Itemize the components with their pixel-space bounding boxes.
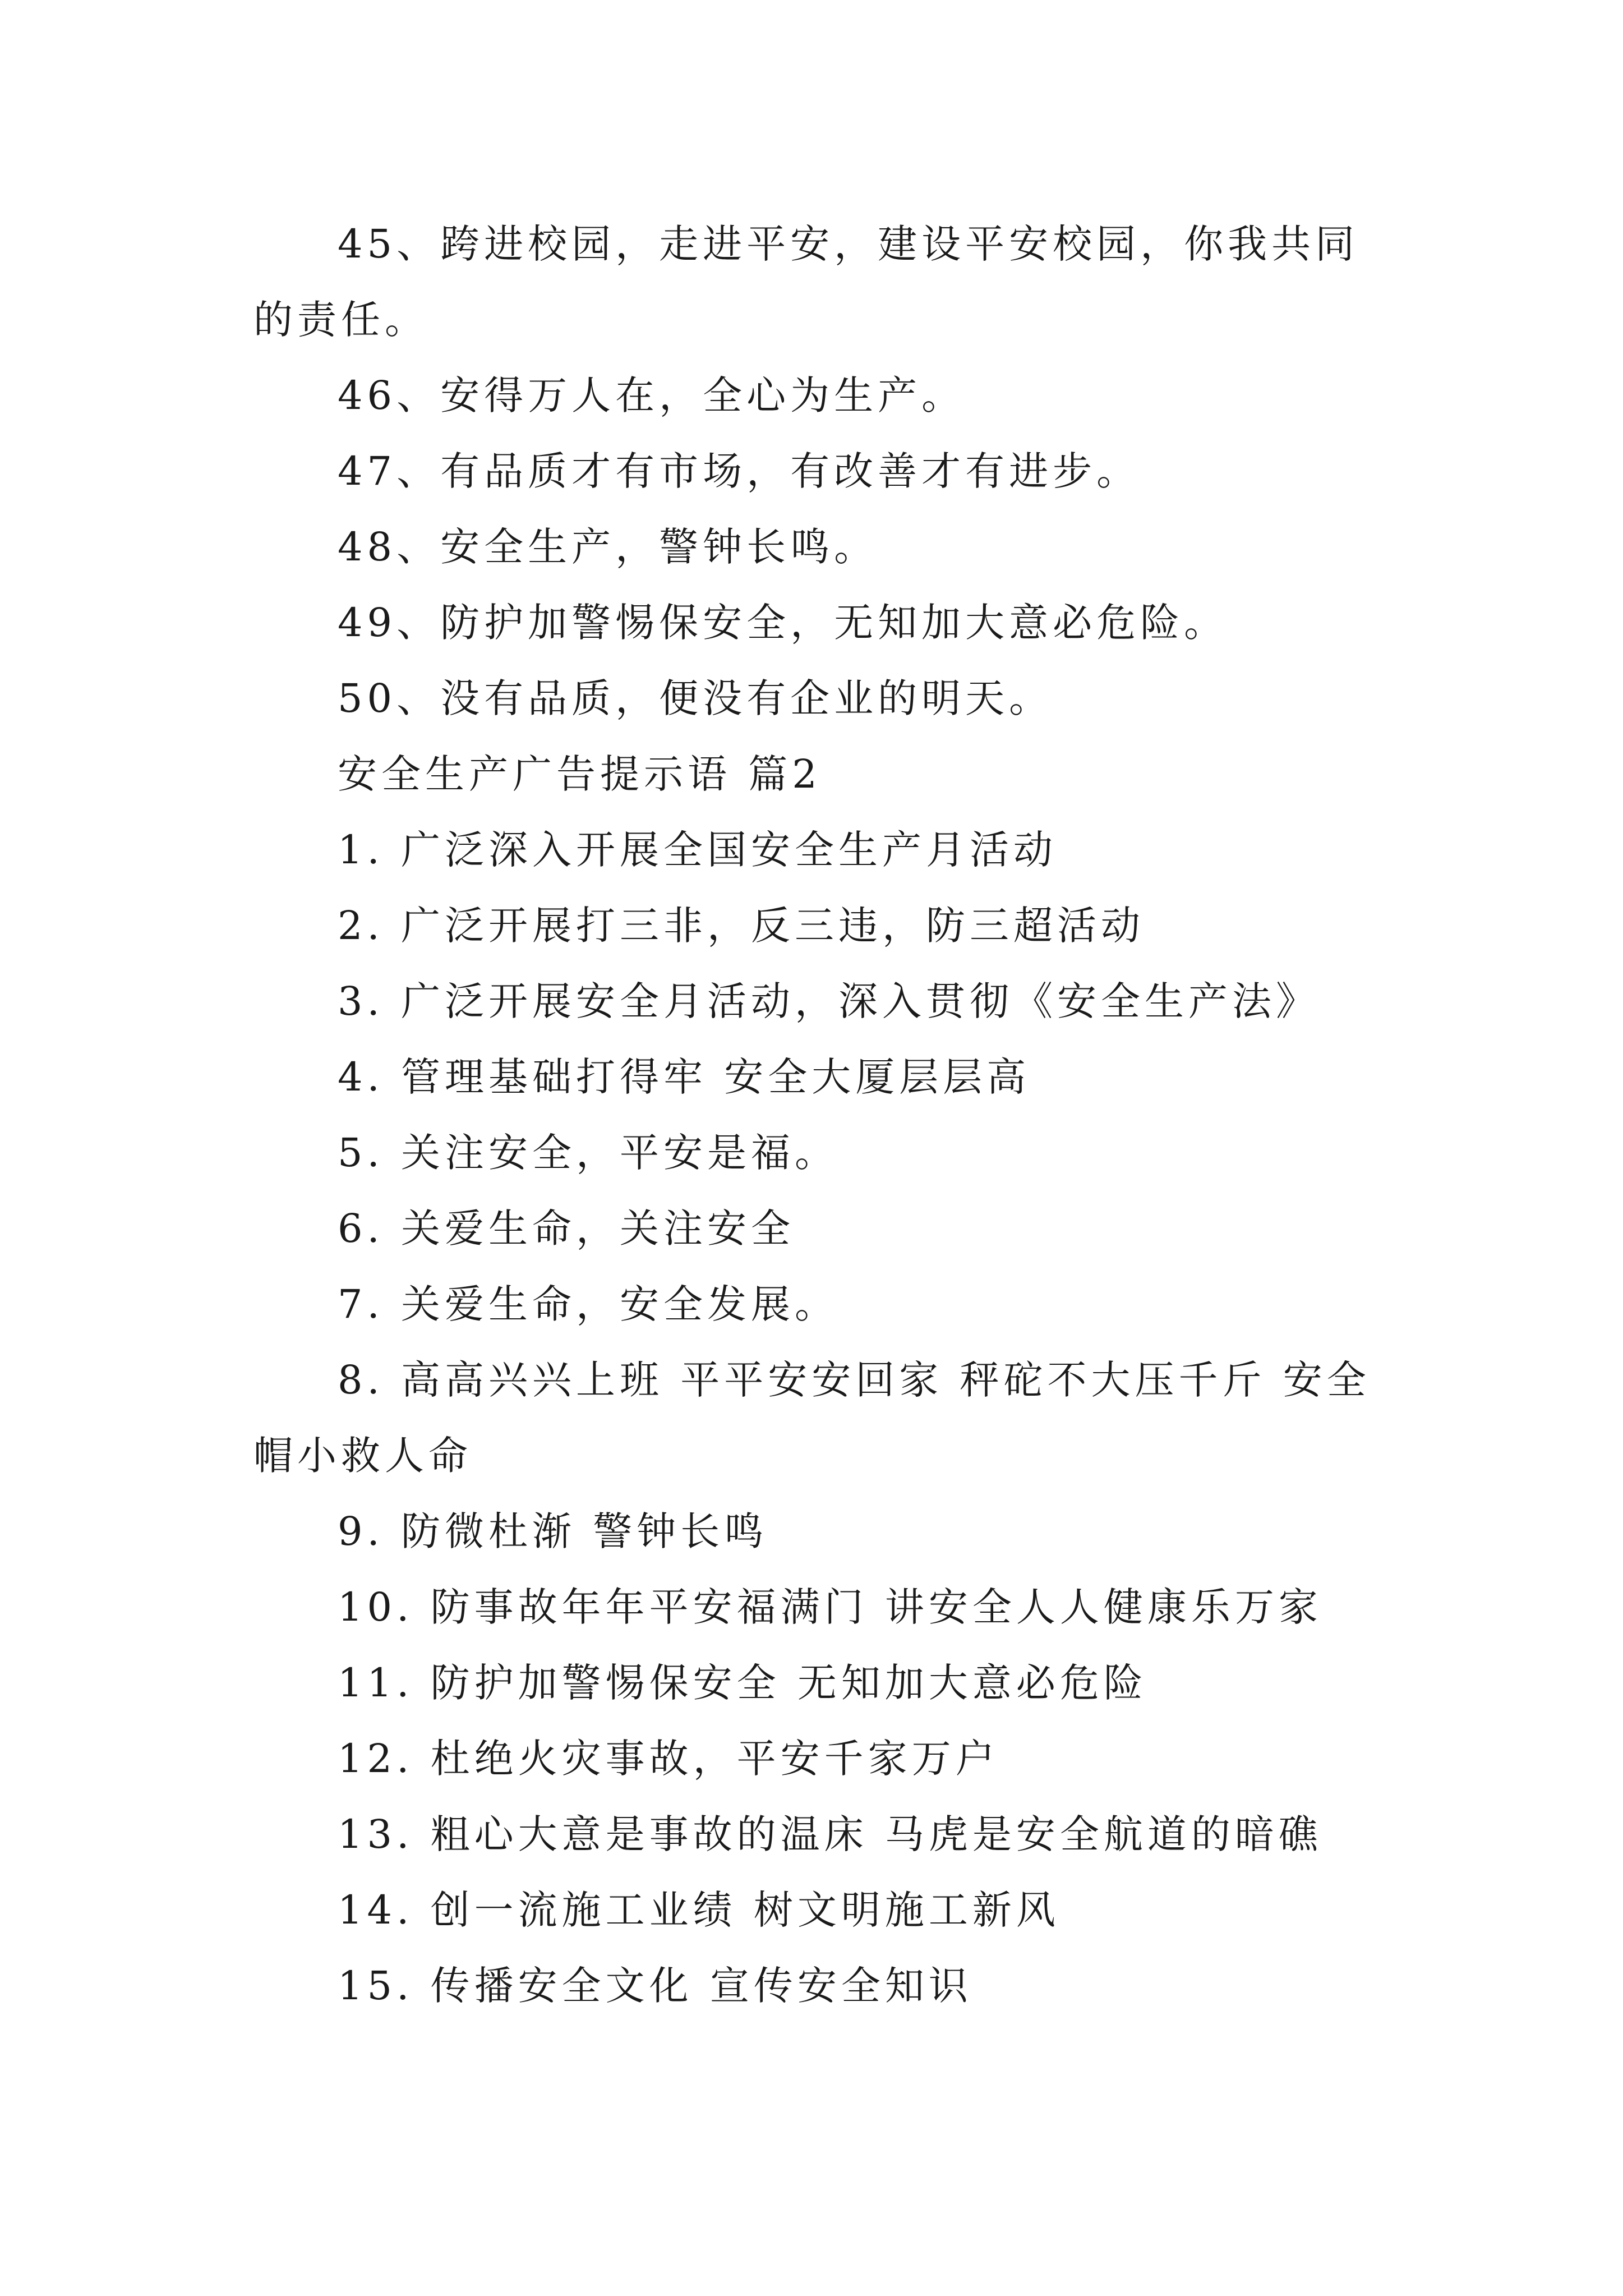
paragraph-50: 50、没有品质，便没有企业的明天。 — [338, 675, 1053, 721]
paragraph-45: 45、跨进校园，走进平安，建设平安校园，你我共同的责任。 — [253, 221, 1359, 343]
paragraph-46: 46、安得万人在，全心为生产。 — [338, 372, 966, 418]
paragraph-49: 49、防护加警惕保安全，无知加大意必危险。 — [338, 600, 1228, 646]
paragraph-48: 48、安全生产，警钟长鸣。 — [338, 524, 878, 570]
paragraph-47: 47、有品质才有市场，有改善才有进步。 — [338, 448, 1141, 494]
document-body — [253, 206, 1375, 2024]
list-item-11: 11. 防护加警惕保安全 无知加大意必危险 — [338, 1660, 1147, 1706]
section-heading: 安全生产广告提示语 篇2 — [338, 751, 822, 797]
list-item-12: 12. 杜绝火灾事故，平安千家万户 — [338, 1736, 999, 1782]
list-item-10: 10. 防事故年年平安福满门 讲安全人人健康乐万家 — [338, 1584, 1322, 1630]
list-item-7: 7. 关爱生命，安全发展。 — [338, 1281, 839, 1327]
list-item-15: 15. 传播安全文化 宣传安全知识 — [338, 1963, 972, 2009]
list-item-2: 2. 广泛开展打三非，反三违，防三超活动 — [338, 903, 1145, 949]
list-item-5: 5. 关注安全，平安是福。 — [338, 1130, 839, 1176]
list-item-9: 9. 防微杜渐 警钟长鸣 — [338, 1508, 768, 1554]
list-item-14: 14. 创一流施工业绩 树文明施工新风 — [338, 1887, 1060, 1933]
list-item-13: 13. 粗心大意是事故的温床 马虎是安全航道的暗礁 — [338, 1811, 1322, 1857]
list-item-4: 4. 管理基础打得牢 安全大厦层层高 — [338, 1054, 1031, 1100]
list-item-8: 8. 高高兴兴上班 平平安安回家 秤砣不大压千斤 安全帽小救人命 — [253, 1357, 1371, 1479]
list-item-6: 6. 关爱生命，关注安全 — [338, 1205, 795, 1251]
list-item-1: 1. 广泛深入开展全国安全生产月活动 — [338, 827, 1058, 873]
list-item-3: 3. 广泛开展安全月活动，深入贯彻《安全生产法》 — [338, 978, 1320, 1024]
